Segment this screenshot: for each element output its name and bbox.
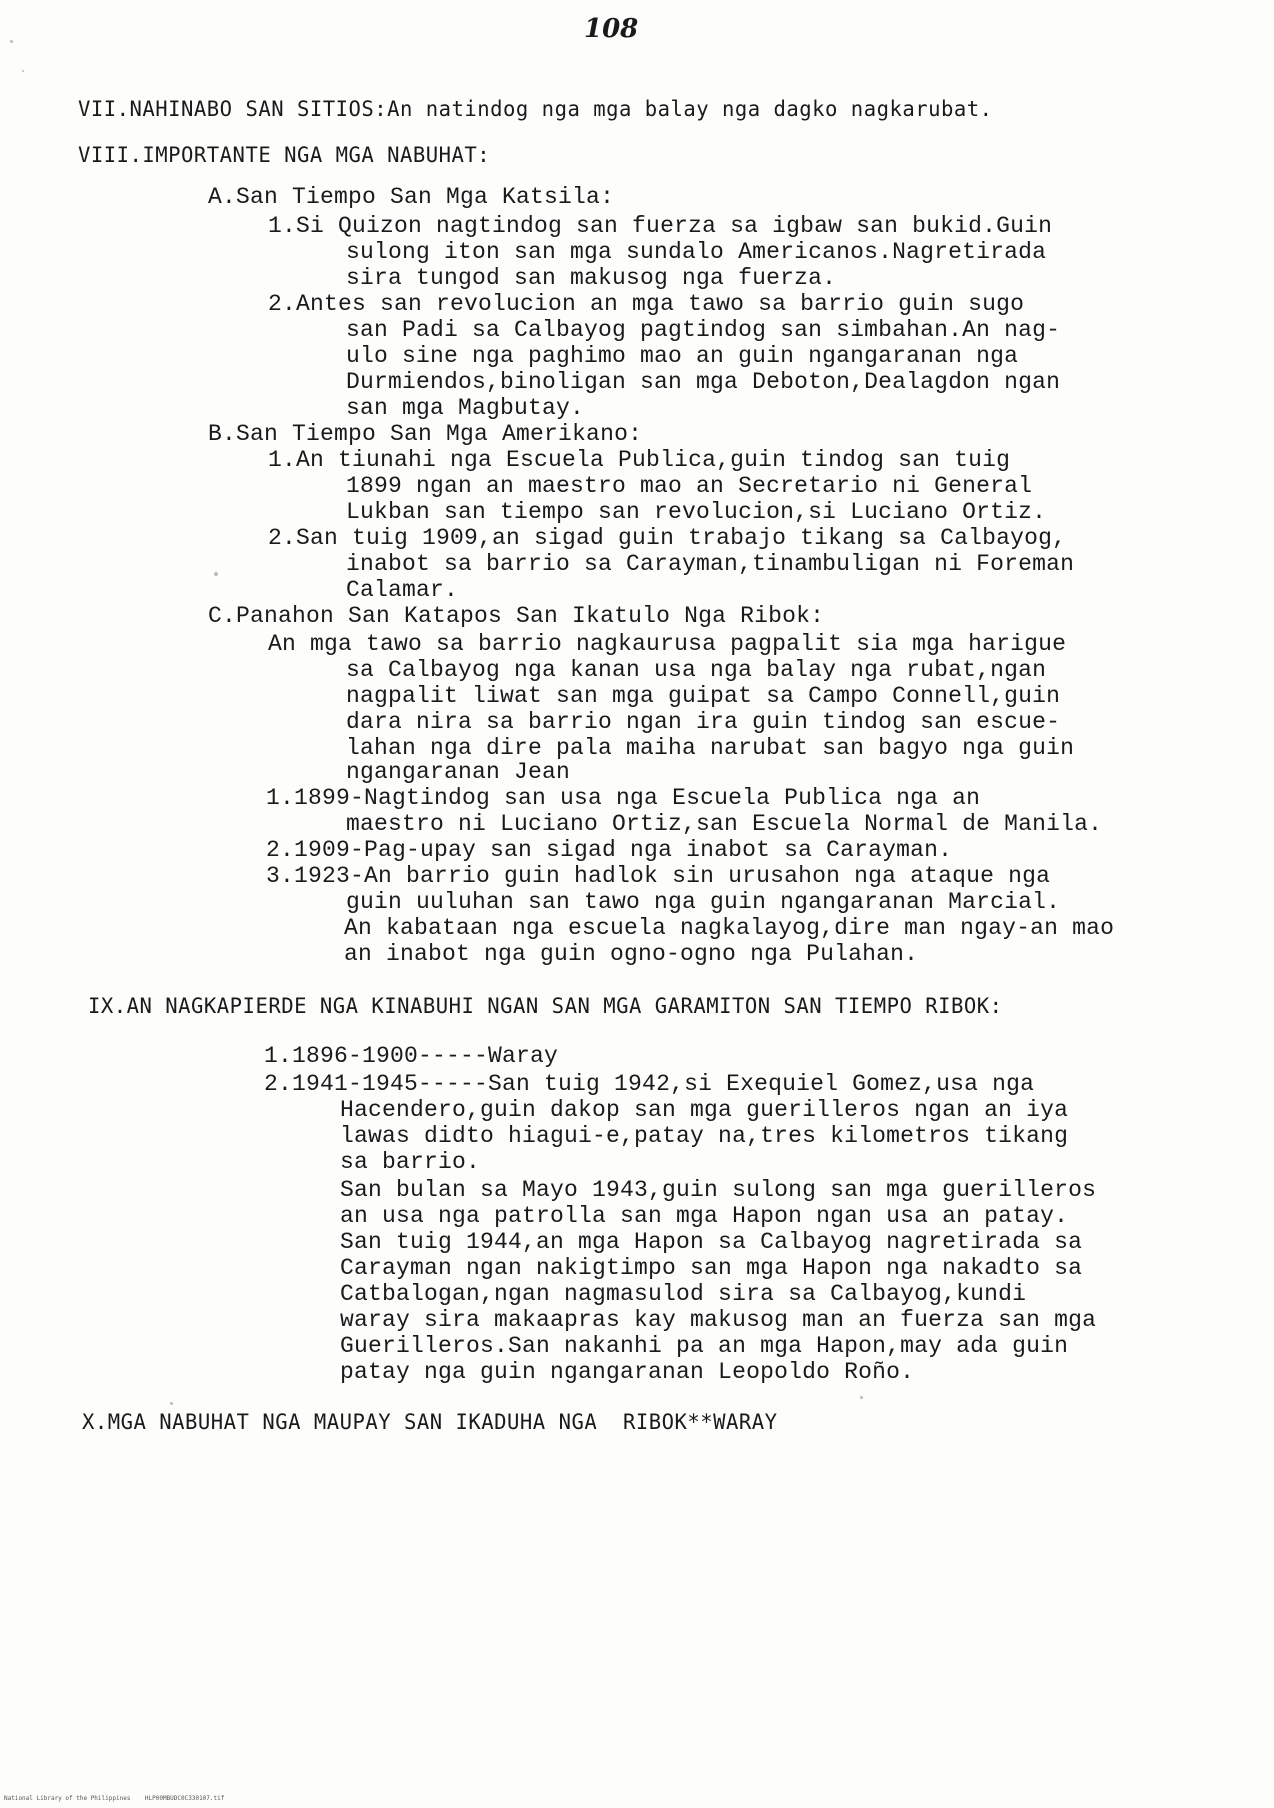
section-viii-a-line: ulo sine nga paghimo mao an guin ngangaranan nga	[346, 343, 1019, 369]
scan-footer: National Library of the Philippines HLP00MBUDC0C330107.tif	[4, 1795, 225, 1802]
section-viii-c-line: sa Calbayog nga kanan usa nga balay nga rubat,ngan	[346, 657, 1047, 683]
section-viii-a-line: sira tungod san makusog nga fuerza.	[346, 265, 837, 291]
scan-speck	[22, 70, 24, 72]
scan-speck	[170, 1402, 173, 1405]
section-viii-c-line: 3.1923-An barrio guin hadlok sin urusahon nga ataque nga	[266, 863, 1051, 889]
section-vii-line: VII.NAHINABO SAN SITIOS:An natindog nga mga balay nga dagko nagkarubat.	[78, 97, 993, 121]
section-viii-a-line: san mga Magbutay.	[346, 395, 585, 421]
section-viii-b-line: Calamar.	[346, 577, 459, 603]
section-viii-c-line: nagpalit liwat san mga guipat sa Campo Connell,guin	[346, 683, 1061, 709]
scan-speck	[10, 40, 13, 43]
section-viii-c-line: An kabataan nga escuela nagkalayog,dire man ngay-an mao	[344, 915, 1115, 941]
section-ix-line: patay nga guin ngangaranan Leopoldo Roño.	[340, 1359, 915, 1385]
section-viii-b-line: Lukban san tiempo san revolucion,si Luciano Ortiz.	[346, 499, 1047, 525]
section-viii-c-line: an inabot nga guin ogno-ogno nga Pulahan.	[344, 941, 919, 967]
section-viii-c-line: 2.1909-Pag-upay san sigad nga inabot sa Carayman.	[266, 837, 953, 863]
section-ix-line: San tuig 1944,an mga Hapon sa Calbayog nagretirada sa	[340, 1229, 1083, 1255]
section-viii-a-line: sulong iton san mga sundalo Americanos.Nagretirada	[346, 239, 1047, 265]
scan-speck	[860, 1396, 863, 1399]
section-x-line: X.MGA NABUHAT NGA MAUPAY SAN IKADUHA NGA RIBOK**WARAY	[82, 1410, 778, 1434]
section-viii-c-title: C.Panahon San Katapos San Ikatulo Nga Ribok:	[208, 603, 825, 629]
section-ix-line: Guerilleros.San nakanhi pa an mga Hapon,may ada guin	[340, 1333, 1069, 1359]
section-viii-b-title: B.San Tiempo San Mga Amerikano:	[208, 421, 643, 447]
section-ix-line: San bulan sa Mayo 1943,guin sulong san mga guerilleros	[340, 1177, 1097, 1203]
section-ix-line: Carayman ngan nakigtimpo san mga Hapon nga nakadto sa	[340, 1255, 1083, 1281]
section-ix-line: Catbalogan,ngan nagmasulod sira sa Calbayog,kundi	[340, 1281, 1027, 1307]
scan-speck	[214, 572, 218, 576]
section-viii-b-line: inabot sa barrio sa Carayman,tinambuligan ni Foreman	[346, 551, 1075, 577]
section-viii-b-line: 1.An tiunahi nga Escuela Publica,guin tindog san tuig	[268, 447, 1011, 473]
page-number: 108	[584, 14, 639, 44]
section-ix-line: an usa nga patrolla san mga Hapon ngan usa an patay.	[340, 1203, 1069, 1229]
section-viii-a-line: 2.Antes san revolucion an mga tawo sa barrio guin sugo	[268, 291, 1025, 317]
section-ix-heading: IX.AN NAGKAPIERDE NGA KINABUHI NGAN SAN MGA GARAMITON SAN TIEMPO RIBOK:	[88, 994, 1003, 1018]
section-ix-line: Hacendero,guin dakop san mga guerilleros ngan an iya	[340, 1097, 1069, 1123]
section-ix-line: 1.1896-1900-----Waray	[264, 1043, 559, 1069]
section-viii-c-line: maestro ni Luciano Ortiz,san Escuela Normal de Manila.	[346, 811, 1103, 837]
section-viii-a-line: 1.Si Quizon nagtindog san fuerza sa igbaw san bukid.Guin	[268, 213, 1053, 239]
section-ix-line: waray sira makaapras kay makusog man an fuerza san mga	[340, 1307, 1097, 1333]
section-viii-c-line: 1.1899-Nagtindog san usa nga Escuela Publica nga an	[266, 785, 981, 811]
section-viii-heading: VIII.IMPORTANTE NGA MGA NABUHAT:	[78, 143, 491, 167]
section-ix-line: sa barrio.	[340, 1149, 481, 1175]
section-viii-c-line: ngangaranan Jean	[346, 759, 571, 785]
section-viii-c-line: dara nira sa barrio ngan ira guin tindog san escue-	[346, 709, 1061, 735]
section-viii-b-line: 2.San tuig 1909,an sigad guin trabajo tikang sa Calbayog,	[268, 525, 1067, 551]
section-viii-a-line: Durmiendos,binoligan san mga Deboton,Dealagdon ngan	[346, 369, 1061, 395]
section-viii-c-line: guin uuluhan san tawo nga guin ngangaranan Marcial.	[346, 889, 1061, 915]
section-viii-a-line: san Padi sa Calbayog pagtindog san simbahan.An nag-	[346, 317, 1061, 343]
section-viii-c-line: lahan nga dire pala maiha narubat san bagyo nga guin	[346, 735, 1075, 761]
section-viii-a-title: A.San Tiempo San Mga Katsila:	[208, 184, 615, 210]
section-ix-line: lawas didto hiagui-e,patay na,tres kilometros tikang	[340, 1123, 1069, 1149]
section-ix-line: 2.1941-1945-----San tuig 1942,si Exequiel Gomez,usa nga	[264, 1071, 1035, 1097]
section-viii-c-line: An mga tawo sa barrio nagkaurusa pagpalit sia mga harigue	[268, 631, 1067, 657]
section-viii-b-line: 1899 ngan an maestro mao an Secretario ni General	[346, 473, 1033, 499]
